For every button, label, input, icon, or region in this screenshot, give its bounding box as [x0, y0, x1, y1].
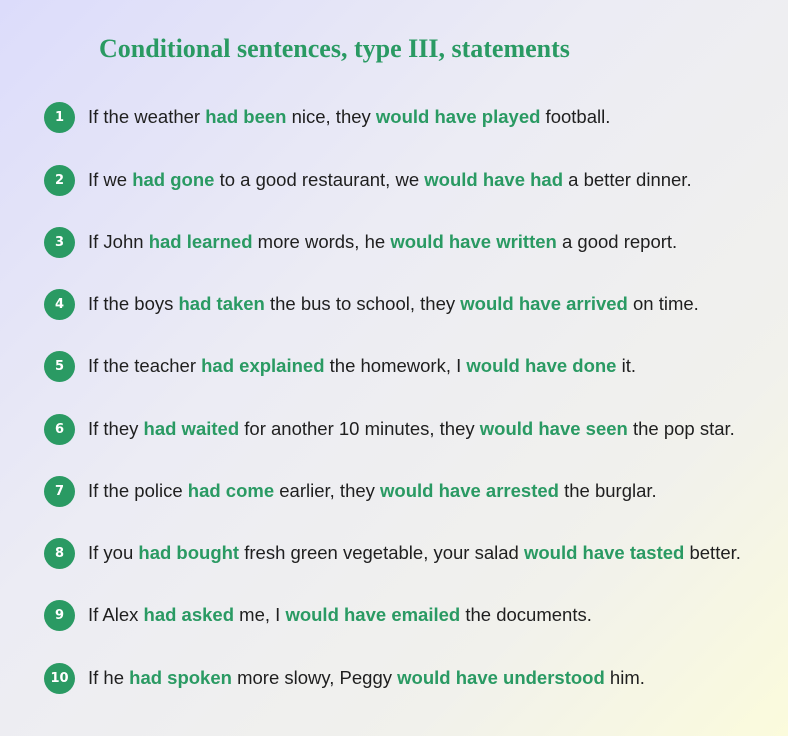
item-number-badge: 5: [44, 351, 75, 382]
sentence-text: [88, 480, 657, 502]
sentence-fragment: more words, he: [252, 231, 391, 252]
sentence-fragment: more slowy, Peggy: [231, 667, 398, 688]
if-clause-verb: had learned: [148, 231, 253, 252]
list-item: [44, 475, 657, 507]
list-item: [44, 413, 735, 445]
sentence-fragment: If he: [88, 667, 130, 688]
main-clause-verb: would have arrested: [380, 480, 559, 501]
list-item: [44, 288, 699, 320]
list-item: [44, 101, 610, 133]
sentence-fragment: a good report.: [556, 231, 678, 252]
sentence-fragment: to a good restaurant, we: [214, 169, 425, 190]
main-clause-verb: would have done: [466, 355, 617, 376]
sentence-fragment: the documents.: [460, 604, 592, 625]
sentence-fragment: If they: [88, 418, 144, 439]
if-clause-verb: had explained: [201, 355, 325, 376]
main-clause-verb: would have tasted: [523, 542, 685, 563]
if-clause-verb: had waited: [143, 418, 240, 439]
sentence-fragment: me, I: [234, 604, 286, 625]
sentence-fragment: If you: [88, 542, 139, 563]
main-clause-verb: would have understood: [397, 667, 605, 688]
item-number-badge: 3: [44, 227, 75, 258]
sentence-text: [88, 106, 610, 128]
if-clause-verb: had bought: [138, 542, 240, 563]
sentence-text: [88, 542, 741, 564]
sentence-fragment: it.: [616, 355, 637, 376]
item-number-badge: 4: [44, 289, 75, 320]
sentence-text: [88, 604, 592, 626]
sentence-fragment: the bus to school, they: [264, 293, 461, 314]
item-number-badge: 10: [44, 663, 75, 694]
sentence-fragment: football.: [540, 106, 611, 127]
sentence-fragment: the burglar.: [558, 480, 657, 501]
sentence-fragment: the homework, I: [324, 355, 467, 376]
sentence-fragment: fresh green vegetable, your salad: [239, 542, 524, 563]
main-clause-verb: would have written: [390, 231, 557, 252]
sentence-fragment: a better dinner.: [563, 169, 692, 190]
sentence-fragment: If we: [88, 169, 133, 190]
sentence-fragment: him.: [604, 667, 645, 688]
sentence-text: [88, 169, 692, 191]
sentence-fragment: for another 10 minutes, they: [239, 418, 480, 439]
list-item: [44, 537, 741, 569]
list-item: [44, 662, 645, 694]
sentence-fragment: better.: [684, 542, 741, 563]
sentence-text: [88, 418, 735, 440]
main-clause-verb: would have arrived: [460, 293, 628, 314]
item-number-badge: 6: [44, 414, 75, 445]
main-clause-verb: would have emailed: [285, 604, 461, 625]
list-item: [44, 226, 677, 258]
list-item: [44, 350, 636, 382]
sentence-fragment: If John: [88, 231, 149, 252]
if-clause-verb: had asked: [143, 604, 235, 625]
main-clause-verb: would have played: [375, 106, 541, 127]
list-item: [44, 599, 592, 631]
sentence-fragment: If Alex: [88, 604, 144, 625]
sentence-fragment: If the teacher: [88, 355, 202, 376]
sentence-text: [88, 293, 699, 315]
sentence-fragment: If the weather: [88, 106, 206, 127]
if-clause-verb: had spoken: [129, 667, 232, 688]
sentence-fragment: If the boys: [88, 293, 179, 314]
sentence-text: [88, 355, 636, 377]
list-item: [44, 164, 692, 196]
if-clause-verb: had gone: [132, 169, 215, 190]
item-number-badge: 7: [44, 476, 75, 507]
item-number-badge: 8: [44, 538, 75, 569]
if-clause-verb: had come: [187, 480, 275, 501]
main-clause-verb: would have seen: [479, 418, 628, 439]
if-clause-verb: had been: [205, 106, 287, 127]
sentence-fragment: nice, they: [286, 106, 376, 127]
page-title: Conditional sentences, type III, statements: [99, 34, 570, 63]
main-clause-verb: would have had: [424, 169, 564, 190]
if-clause-verb: had taken: [178, 293, 265, 314]
sentence-fragment: earlier, they: [274, 480, 381, 501]
item-number-badge: 1: [44, 102, 75, 133]
item-number-badge: 2: [44, 165, 75, 196]
sentence-fragment: If the police: [88, 480, 188, 501]
sentence-fragment: the pop star.: [627, 418, 735, 439]
sentence-fragment: on time.: [627, 293, 699, 314]
item-number-badge: 9: [44, 600, 75, 631]
sentence-text: [88, 667, 645, 689]
sentence-text: [88, 231, 677, 253]
